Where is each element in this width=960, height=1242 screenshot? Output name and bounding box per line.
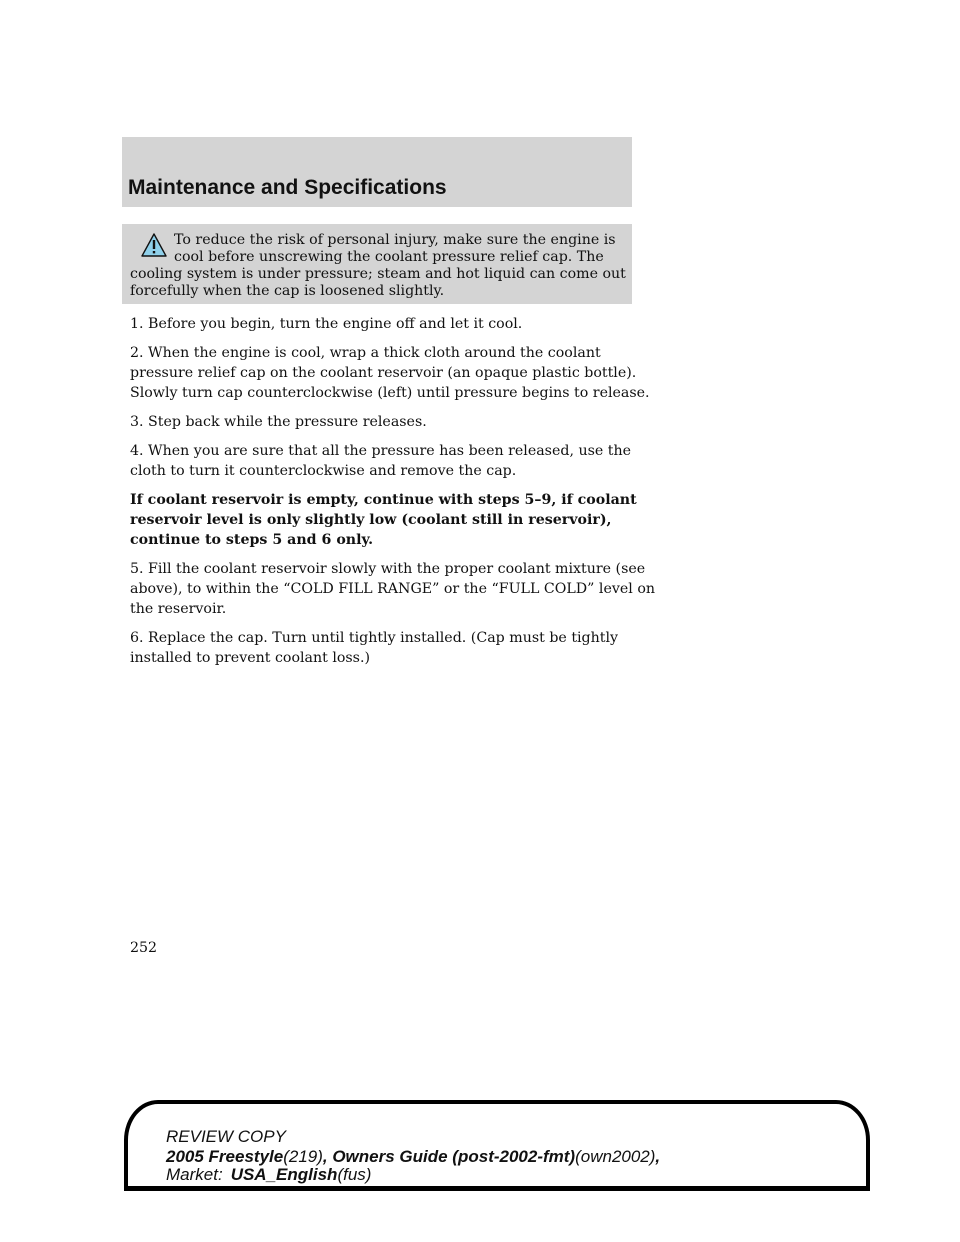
footer-market-line bbox=[166, 1166, 371, 1183]
footer-market-code: (fus) bbox=[337, 1165, 372, 1184]
step-2-line: Slowly turn cap counterclockwise (left) until pressure begins to release. bbox=[130, 385, 650, 401]
footer-publication-line bbox=[166, 1148, 660, 1165]
step-1-line: 1. Before you begin, turn the engine off and let it cool. bbox=[130, 316, 523, 332]
warning-line: cool before unscrewing the coolant pressure relief cap. The bbox=[174, 249, 604, 265]
footer-market: USA_English bbox=[230, 1165, 338, 1184]
section-title: Maintenance and Specifications bbox=[128, 176, 447, 199]
warning-line: cooling system is under pressure; steam and hot liquid can come out bbox=[130, 266, 626, 282]
step-6-line: 6. Replace the cap. Turn until tightly installed. (Cap must be tightly bbox=[130, 630, 619, 646]
step-2-line: 2. When the engine is cool, wrap a thick cloth around the coolant bbox=[130, 345, 601, 361]
step-3-line: 3. Step back while the pressure releases. bbox=[130, 414, 427, 430]
step-6-line: installed to prevent coolant loss.) bbox=[130, 650, 371, 666]
footer-market-label: Market: bbox=[166, 1165, 223, 1184]
footer-guide: , Owners Guide (post-2002-fmt) bbox=[322, 1147, 576, 1166]
reservoir-note-line: If coolant reservoir is empty, continue with steps 5–9, if coolant bbox=[130, 492, 637, 508]
warning-line: forcefully when the cap is loosened slightly. bbox=[130, 283, 445, 299]
step-4-line: cloth to turn it counterclockwise and remove the cap. bbox=[130, 463, 517, 479]
page-number: 252 bbox=[130, 940, 158, 956]
reservoir-note-line: continue to steps 5 and 6 only. bbox=[130, 532, 374, 548]
reservoir-note-line: reservoir level is only slightly low (coolant still in reservoir), bbox=[130, 512, 612, 528]
step-4-line: 4. When you are sure that all the pressure has been released, use the bbox=[130, 443, 632, 459]
step-5-line: above), to within the “COLD FILL RANGE” or the “FULL COLD” level on bbox=[130, 581, 655, 597]
step-5-line: 5. Fill the coolant reservoir slowly with the proper coolant mixture (see bbox=[130, 561, 646, 577]
step-2-line: pressure relief cap on the coolant reservoir (an opaque plastic bottle). bbox=[130, 365, 637, 381]
footer-model: 2005 Freestyle bbox=[166, 1147, 284, 1166]
footer-review-copy: REVIEW COPY bbox=[166, 1127, 286, 1146]
warning-triangle-icon bbox=[141, 233, 167, 257]
footer-comma: , bbox=[655, 1147, 661, 1166]
warning-line: To reduce the risk of personal injury, make sure the engine is bbox=[174, 232, 616, 248]
footer-model-code: (219) bbox=[283, 1147, 323, 1166]
footer-guide-code: (own2002) bbox=[575, 1147, 656, 1166]
step-5-line: the reservoir. bbox=[130, 601, 227, 617]
